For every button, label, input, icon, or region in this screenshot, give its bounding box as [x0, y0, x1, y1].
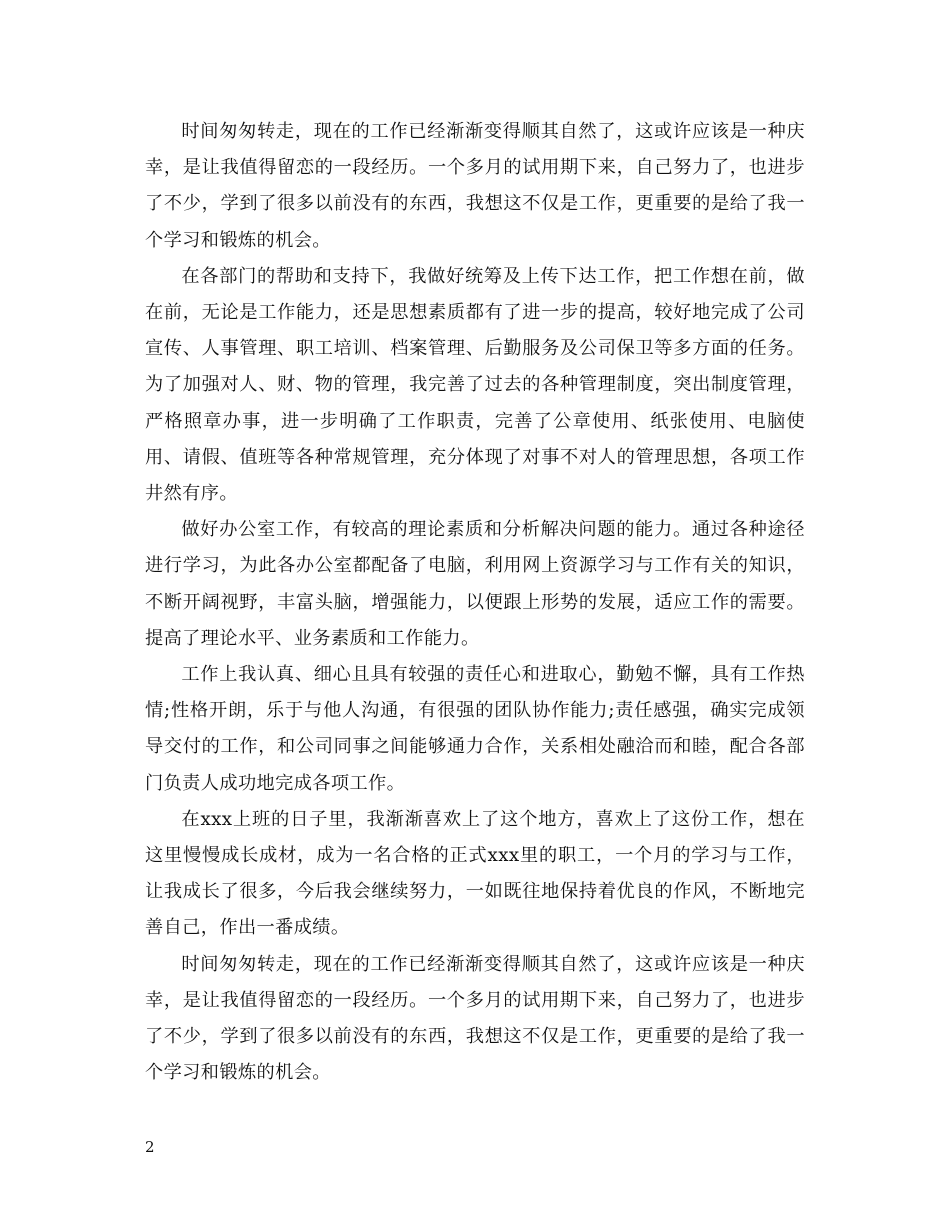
page-number: 2 [145, 1138, 155, 1156]
paragraph-2: 在各部门的帮助和支持下，我做好统筹及上传下达工作，把工作想在前，做在前，无论是工作能力，还是思想素质都有了进一步的提高，较好地完成了公司宣传、人事管理、职工培训、档案管理、后勤服务及公司保卫等多方面的任务。为了加强对人、财、物的管理，我完善了过去的各种管理制度，突出制度管理，严格照章办事，进一步明确了工作职责，完善了公章使用、纸张使用、电脑使用、请假、值班等各种常规管理，充分体现了对事不对人的管理思想，各项工作井然有序。 [145, 265, 805, 505]
paragraph-1: 时间匆匆转走，现在的工作已经渐渐变得顺其自然了，这或许应该是一种庆幸，是让我值得留恋的一段经历。一个多月的试用期下来，自己努力了，也进步了不少，学到了很多以前没有的东西，我想这不仅是工作，更重要的是给了我一个学习和锻炼的机会。 [145, 121, 805, 251]
paragraph-3: 做好办公室工作，有较高的理论素质和分析解决问题的能力。通过各种途径进行学习，为此各办公室都配备了电脑，利用网上资源学习与工作有关的知识，不断开阔视野，丰富头脑，增强能力，以便跟上形势的发展，适应工作的需要。提高了理论水平、业务素质和工作能力。 [145, 519, 805, 649]
paragraph-4: 工作上我认真、细心且具有较强的责任心和进取心，勤勉不懈，具有工作热情;性格开朗，乐于与他人沟通，有很强的团队协作能力;责任感强，确实完成领导交付的工作，和公司同事之间能够通力合作，关系相处融洽而和睦，配合各部门负责人成功地完成各项工作。 [145, 664, 805, 794]
paragraph-5: 在xxx上班的日子里，我渐渐喜欢上了这个地方，喜欢上了这份工作，想在这里慢慢成长成材，成为一名合格的正式xxx里的职工，一个月的学习与工作，让我成长了很多，今后我会继续努力，一如既往地保持着优良的作风，不断地完善自己，作出一番成绩。 [145, 808, 805, 939]
paragraph-6: 时间匆匆转走，现在的工作已经渐渐变得顺其自然了，这或许应该是一种庆幸，是让我值得留恋的一段经历。一个多月的试用期下来，自己努力了，也进步了不少，学到了很多以前没有的东西，我想这不仅是工作，更重要的是给了我一个学习和锻炼的机会。 [145, 953, 805, 1084]
document-body [145, 114, 805, 1091]
